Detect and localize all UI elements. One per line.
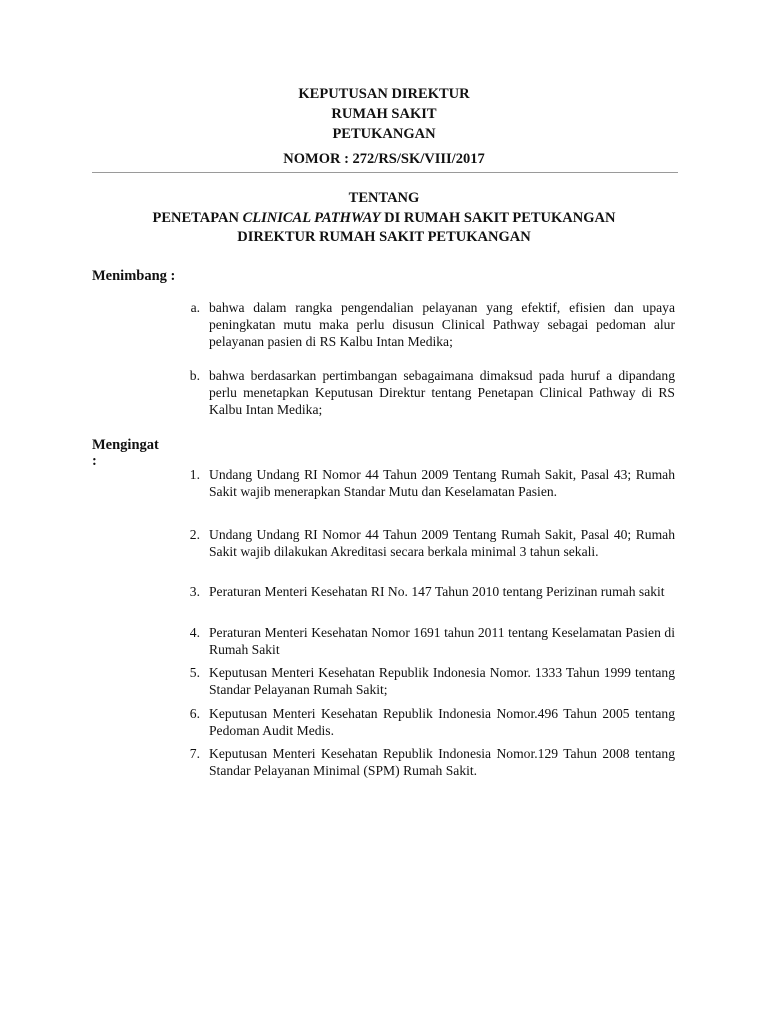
list-marker: 6. — [189, 706, 200, 721]
list-marker: 3. — [189, 584, 200, 599]
mengingat-label-colon: : — [92, 453, 97, 469]
list-item-text: Peraturan Menteri Kesehatan Nomor 1691 tahun 2011 tentang Keselamatan Pasien di Rumah Sakit — [209, 625, 675, 657]
list-item-text: Keputusan Menteri Kesehatan Republik Indonesia Nomor.496 Tahun 2005 tentang Pedoman Audit Medis. — [209, 706, 675, 738]
header-line-2: RUMAH SAKIT — [331, 106, 437, 122]
list-item-text: bahwa berdasarkan pertimbangan sebagaimana dimaksud pada huruf a dipandang perlu menetapkan Keputusan Direktur tentang Penetapan Clinical Pathway di RS Kalbu Intan Medika; — [209, 368, 675, 417]
decree-title-prefix: PENETAPAN — [152, 210, 243, 226]
decree-title-italic: CLINICAL PATHWAY — [242, 210, 381, 226]
header-line-1: KEPUTUSAN DIREKTUR — [298, 86, 470, 102]
menimbang-label: Menimbang : — [92, 268, 176, 284]
decree-number: NOMOR : 272/RS/SK/VIII/2017 — [283, 151, 485, 167]
list-item-text: bahwa dalam rangka pengendalian pelayanan yang efektif, efisien dan upaya peningkatan mutu maka perlu disusun Clinical Pathway sebagai pedoman alur pelayanan pasien di RS Kalbu Intan Medika; — [209, 300, 675, 349]
list-item-text: Undang Undang RI Nomor 44 Tahun 2009 Tentang Rumah Sakit, Pasal 43; Rumah Sakit wajib menerapkan Standar Mutu dan Keselamatan Pasien. — [209, 467, 675, 499]
list-item-text: Peraturan Menteri Kesehatan RI No. 147 Tahun 2010 tentang Perizinan rumah sakit — [209, 584, 665, 599]
list-marker: 2. — [189, 527, 200, 542]
header-line-3: PETUKANGAN — [332, 126, 436, 142]
list-marker: 1. — [189, 467, 200, 482]
tentang-label: TENTANG — [348, 190, 420, 206]
list-marker: b. — [189, 368, 200, 383]
list-marker: a. — [190, 300, 200, 315]
list-item-text: Keputusan Menteri Kesehatan Republik Indonesia Nomor.129 Tahun 2008 tentang Standar Pelayanan Minimal (SPM) Rumah Sakit. — [209, 746, 675, 778]
header-divider — [92, 172, 678, 173]
decree-title-suffix: DI RUMAH SAKIT PETUKANGAN — [380, 210, 616, 226]
decree-title — [0, 210, 768, 227]
director-line: DIREKTUR RUMAH SAKIT PETUKANGAN — [237, 229, 531, 245]
list-item-text: Keputusan Menteri Kesehatan Republik Indonesia Nomor. 1333 Tahun 1999 tentang Standar Pelayanan Rumah Sakit; — [209, 665, 675, 697]
list-marker: 5. — [189, 665, 200, 680]
list-marker: 7. — [189, 746, 200, 761]
mengingat-label: Mengingat — [92, 437, 159, 453]
list-item-text: Undang Undang RI Nomor 44 Tahun 2009 Tentang Rumah Sakit, Pasal 40; Rumah Sakit wajib dilakukan Akreditasi secara berkala minimal 3 tahun sekali. — [209, 527, 675, 559]
list-marker: 4. — [189, 625, 200, 640]
